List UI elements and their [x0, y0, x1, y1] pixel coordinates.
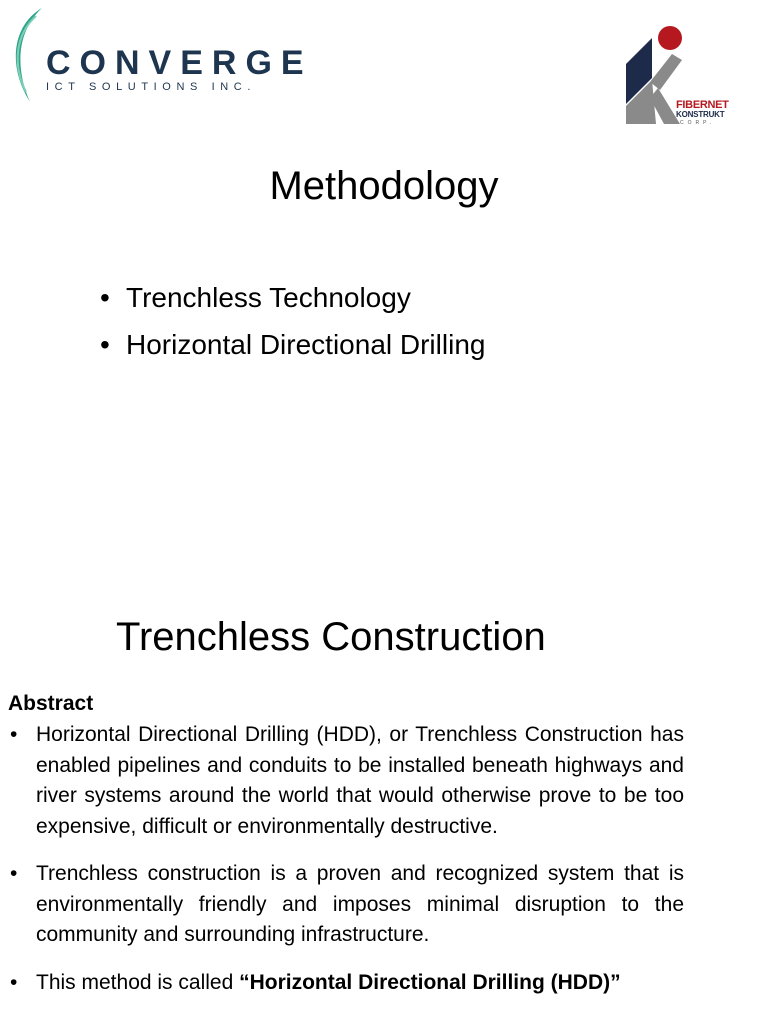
methodology-title: Methodology — [269, 164, 499, 208]
converge-name: CONVERGE — [46, 44, 313, 82]
trenchless-title: Trenchless Construction — [116, 615, 546, 659]
converge-logo — [8, 6, 313, 106]
fibernet-name: FIBERNET — [676, 99, 729, 111]
converge-swoosh-icon — [8, 6, 48, 106]
list-item — [8, 968, 684, 999]
abstract-list — [8, 720, 684, 998]
list-item: • Horizontal Directional Drilling — [100, 321, 485, 368]
methodology-list — [100, 274, 485, 368]
bullet-prefix-text: This method is called — [36, 970, 240, 994]
abstract-heading: Abstract — [8, 692, 94, 715]
list-item: • Trenchless construction is a proven and recognized system that is environmentally friendly and imposes minimal disruption to the community and surrounding infrastructure. — [8, 859, 684, 951]
fibernet-konstrukt: KONSTRUKT — [676, 110, 725, 119]
fibernet-corp: CORP. — [680, 120, 716, 126]
list-item: • Horizontal Directional Drilling (HDD), or Trenchless Construction has enabled pipelines and conduits to be installed beneath highways and river systems around the world that would otherwise prove to be too expensive, difficult or environmentally destructive. — [8, 720, 684, 842]
hdd-bold-phrase: “Horizontal Directional Drilling (HDD)” — [239, 970, 621, 994]
fibernet-logo — [620, 24, 732, 132]
list-item: • Trenchless Technology — [100, 274, 485, 321]
converge-tagline: ICT SOLUTIONS INC. — [46, 81, 256, 93]
